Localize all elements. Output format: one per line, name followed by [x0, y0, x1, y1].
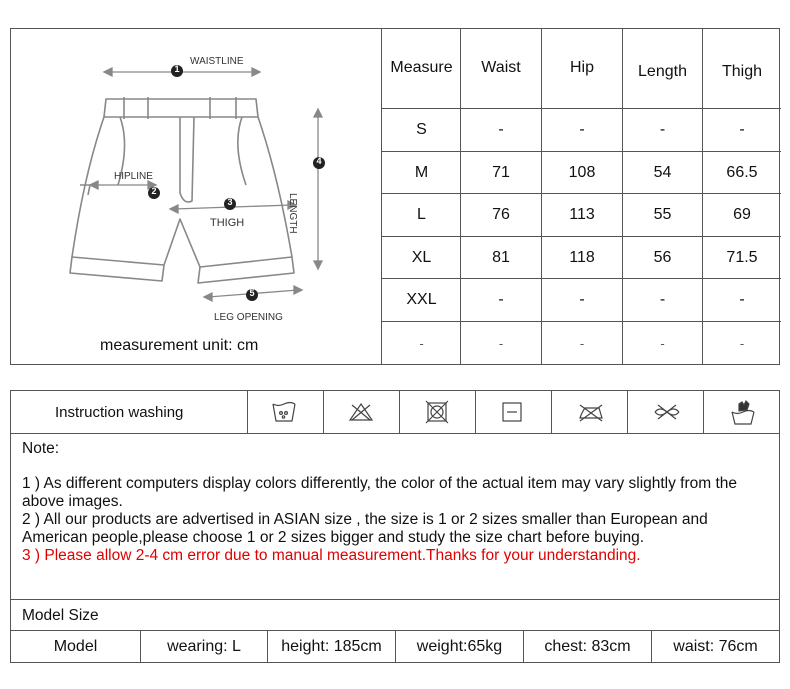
wash-30-icon — [272, 401, 296, 423]
marker-1-digit: 1 — [174, 64, 180, 74]
model-cell-label: Model — [53, 637, 98, 655]
shorts-diagram — [60, 45, 380, 335]
table-cell: - — [498, 291, 504, 308]
notes-title: Note: — [22, 440, 60, 457]
marker-3-digit: 3 — [227, 197, 233, 207]
table-cell: - — [498, 336, 504, 351]
marker-2-digit: 2 — [151, 186, 157, 196]
thigh-label: THIGH — [210, 217, 245, 229]
table-cell: 108 — [568, 163, 596, 181]
table-cell: - — [660, 336, 665, 351]
header-measure: Measure — [390, 59, 453, 76]
table-cell: - — [739, 336, 745, 351]
header-hip: Hip — [569, 59, 594, 76]
length-label: LENGTH — [287, 193, 298, 234]
table-cell: - — [739, 121, 745, 138]
no-dry-clean-icon — [652, 403, 682, 421]
table-cell: 66.5 — [726, 163, 758, 181]
table-cell: 113 — [569, 206, 595, 223]
table-cell: 118 — [569, 248, 595, 266]
table-cell: XL — [411, 248, 432, 266]
table-cell: 71 — [492, 163, 510, 181]
header-length: Length — [638, 63, 687, 80]
model-cell-chest: chest: 83cm — [544, 637, 631, 655]
table-cell: - — [739, 291, 745, 308]
model-size-row — [10, 630, 780, 663]
header-thigh: Thigh — [721, 63, 763, 80]
table-cell: XXL — [406, 291, 437, 308]
table-cell: - — [659, 121, 666, 138]
leg-opening-label: LEG OPENING — [214, 312, 283, 323]
model-cell-waist: waist: 76cm — [673, 637, 758, 655]
model-cell-wearing: wearing: L — [167, 637, 241, 655]
table-cell: - — [579, 121, 585, 138]
unit-note: measurement unit: cm — [100, 337, 259, 354]
note-2: 2 ) All our products are advertised in ASIAN size , the size is 1 or 2 sizes smaller than European and American people,please choose 1 or 2 sizes bigger and study the size chart before buying. — [22, 511, 708, 546]
model-size-title: Model Size — [22, 607, 99, 624]
table-cell: 71.5 — [726, 248, 758, 266]
table-cell: M — [414, 163, 429, 181]
table-cell: 81 — [492, 248, 510, 266]
table-cell: 54 — [653, 163, 672, 181]
table-cell: - — [579, 291, 585, 308]
note-3: 3 ) Please allow 2-4 cm error due to manual measurement.Thanks for your understanding. — [22, 547, 641, 564]
note-1: 1 ) As different computers display colors differently, the color of the actual item may vary slightly from the above images. — [22, 475, 738, 510]
header-waist: Waist — [481, 59, 521, 76]
table-cell: L — [417, 206, 426, 223]
model-cell-height: height: 185cm — [281, 637, 382, 655]
table-cell: - — [419, 336, 424, 351]
table-cell: - — [498, 121, 504, 138]
table-cell: 56 — [653, 248, 672, 266]
dry-flat-icon — [502, 402, 522, 422]
model-size-title-row — [10, 599, 780, 631]
table-cell: - — [579, 336, 585, 351]
hipline-label: HIPLINE — [114, 171, 153, 182]
marker-5-digit: 5 — [249, 288, 255, 298]
table-cell: - — [659, 291, 666, 308]
iron-low-icon — [577, 402, 605, 422]
washing-label: Instruction washing — [55, 404, 184, 421]
table-cell: 69 — [733, 206, 751, 223]
table-cell: 76 — [492, 206, 510, 223]
model-cell-weight: weight:65kg — [416, 637, 503, 655]
marker-4-digit: 4 — [316, 156, 322, 166]
size-table — [381, 28, 780, 365]
hand-wash-icon — [730, 398, 756, 426]
shorts-illustration — [60, 45, 380, 335]
no-tumble-dry-icon — [425, 400, 449, 424]
waistline-label: WAISTLINE — [190, 56, 244, 67]
table-cell: S — [416, 121, 427, 138]
no-bleach-icon — [348, 402, 374, 422]
table-cell: 55 — [653, 206, 672, 223]
